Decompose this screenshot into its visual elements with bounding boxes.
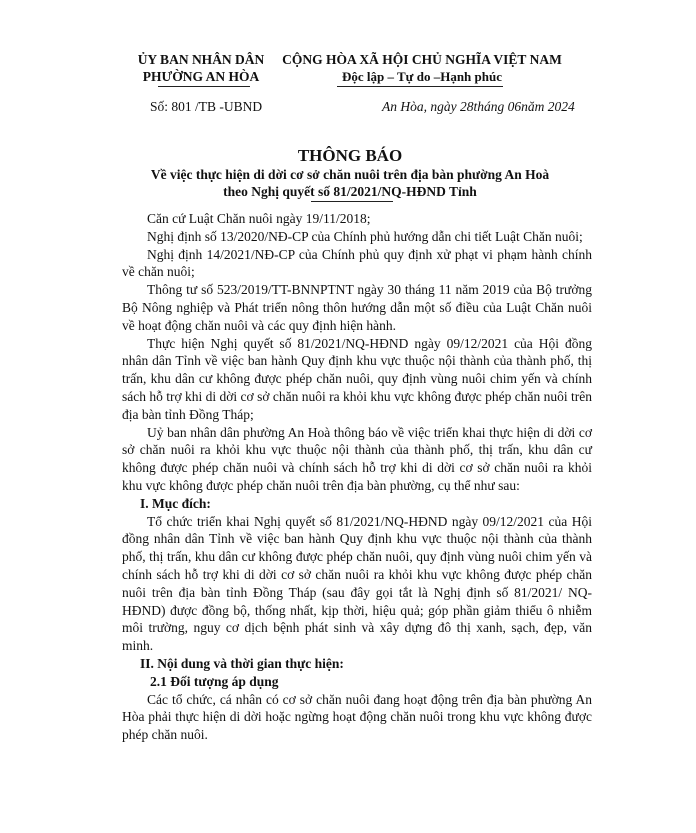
legal-basis-paragraph: Thông tư số 523/2019/TT-BNNPTNT ngày 30 tháng 11 năm 2019 của Bộ trưởng Bộ Nông nghiệp và Phát triển nông thôn hướng dẫn một số điều của Luật Chăn nuôi về hoạt động chăn nuôi và các quy định hiện hành. [122, 282, 592, 333]
legal-basis-paragraph: Nghị định số 13/2020/NĐ-CP của Chính phủ hướng dẫn chi tiết Luật Chăn nuôi; [147, 228, 583, 244]
title-underline [311, 201, 393, 202]
purpose-paragraph: Tổ chức triển khai Nghị quyết số 81/2021/NQ-HĐND ngày 09/12/2021 của Hội đồng nhân dân Tỉnh về việc ban hành Quy định khu vực thuộc nội thành của thành phố, thị trấn, khu dân cư không được phép chăn nuôi, quy định vùng nuôi chim yến và chính sách hỗ trợ khi di dời cơ sở chăn nuôi ra khỏi khu vực không được phép chăn nuôi trên địa bàn tỉnh Đồng Tháp (sau đây gọi tắt là Nghị định số 81/2021/ NQ-HĐND) được đồng bộ, thống nhất, kịp thời, hiệu quả; góp phần giảm thiểu ô nhiễm môi trường, nguy cơ dịch bệnh phát sinh và xây dựng đô thị xanh, sạch, đẹp, văn minh. [122, 513, 592, 654]
title-block [100, 146, 600, 200]
legal-basis-paragraph: Căn cứ Luật Chăn nuôi ngày 19/11/2018; [147, 211, 371, 226]
section-heading-purpose: I. Mục đích: [140, 495, 211, 511]
nation-line-1: CỘNG HÒA XÃ HỘI CHỦ NGHĨA VIỆT NAM [282, 52, 562, 67]
document-title: THÔNG BÁO [297, 146, 403, 165]
document-date: An Hòa, ngày 28tháng 06năm 2024 [382, 99, 575, 114]
section-heading-content: II. Nội dung và thời gian thực hiện: [140, 655, 344, 671]
document-body [122, 210, 592, 744]
national-title [272, 51, 572, 85]
authority-underline [158, 86, 250, 87]
authority-line-2: PHƯỜNG AN HÒA [142, 69, 260, 84]
authority-line-1: ỦY BAN NHÂN DÂN [137, 52, 265, 67]
subjects-paragraph: Các tổ chức, cá nhân có cơ sở chăn nuôi đang hoạt động trên địa bàn phường An Hòa phải thực hiện di dời hoặc ngừng hoạt động chăn nuôi trong khu vực không được phép chăn nuôi. [122, 691, 592, 743]
issuing-authority [118, 51, 284, 85]
legal-basis-paragraph: Nghị định 14/2021/NĐ-CP của Chính phủ quy định xử phạt vi phạm hành chính về chăn nuôi; [122, 246, 592, 280]
resolution-paragraph: Thực hiện Nghị quyết số 81/2021/NQ-HĐND ngày 09/12/2021 của Hội đồng nhân dân Tỉnh về việc ban hành Quy định khu vực thuộc nội thành của thành phố, thị trấn, khu dân cư không được phép chăn nuôi, quy định vùng nuôi chim yến và chính sách hỗ trợ khi di dời cơ sở chăn nuôi ra khỏi khu vực không được phép chăn nuôi trên địa bàn tỉnh Đồng Tháp; [122, 335, 592, 422]
document-number: Số: 801 /TB -UBND [150, 99, 263, 114]
motto-line: Độc lập – Tự do –Hạnh phúc [342, 69, 502, 84]
motto-underline [337, 86, 503, 87]
title-subject-line-1: Về việc thực hiện di dời cơ sở chăn nuôi trên địa bàn phường An Hoà [150, 167, 550, 182]
subsection-heading-subjects: 2.1 Đối tượng áp dụng [150, 673, 279, 689]
title-subject-line-2: theo Nghị quyết số 81/2021/NQ-HĐND Tỉnh [223, 184, 477, 199]
announcement-paragraph: Uỷ ban nhân dân phường An Hoà thông báo về việc triển khai thực hiện di dời cơ sở chăn nuôi ra khỏi khu vực thuộc nội thành của thành phố, thị trấn, khu dân cư không được phép chăn nuôi và chính sách hỗ trợ khi di dời cơ sở chăn nuôi ra khỏi khu vực không được phép chăn nuôi trên địa bàn phường, cụ thể như sau: [122, 424, 592, 493]
